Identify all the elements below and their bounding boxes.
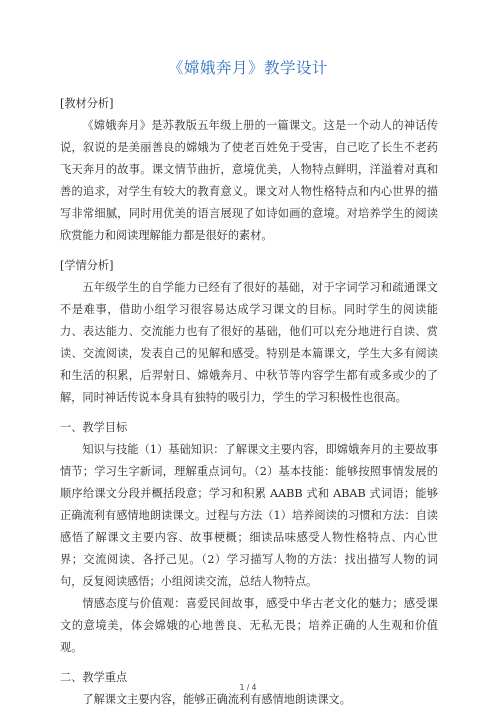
paragraph-emotion-values: 情感态度与价值观：喜爱民间故事，感受中华古老文化的魅力；感受课文的意境美，体会嫦娥的心地善良、无私无畏；培养正确的人生观和价值观。 bbox=[60, 597, 438, 654]
section-heading-student-analysis: [学情分析] bbox=[60, 259, 114, 272]
page-number: 1 / 4 bbox=[239, 683, 257, 692]
section-heading-teaching-focus: 二、教学重点 bbox=[60, 671, 128, 684]
paragraph-textbook-analysis: 《嫦娥奔月》是苏教版五年级上册的一篇课文。这是一个动人的神话传说，叙说的是美丽善良的嫦娥为了使老百姓免于受害，自己吃了长生不老药飞天奔月的故事。课文情节曲折，意境优美，人物特点鲜明，洋溢着对真和善的追求，对学生有较大的教育意义。课文对人物性格特点和内心世界的描写非常细腻，同时用优美的语言展现了如诗如画的意境。对培养学生的阅读欣赏能力和阅读理解能力都是很好的素材。 bbox=[60, 119, 438, 242]
paragraph-teaching-focus: 了解课文主要内容，能够正确流利有感情地朗读课文。 bbox=[82, 693, 351, 706]
document-body bbox=[60, 93, 438, 711]
document-title: 《嫦娥奔月》教学设计 bbox=[167, 59, 328, 77]
section-heading-teaching-goals: 一、教学目标 bbox=[60, 421, 128, 434]
paragraph-knowledge-skills: 知识与技能（1）基础知识：了解课文主要内容，即嫦娥奔月的主要故事情节；学习生字新词，理解重点词句。（2）基本技能：能够按照事情发展的顺序给课文分段并概括段意；学习和积累 AABB 式和 ABAB 式词语；能够正确流利有感情地朗读课文。过程与方法（1）培养阅读的习惯和方法：自读感悟了解课文主要内容、故事梗概；细读品味感受人物性格特点、内心世界；交流阅读、各抒己见。（2）学习描写人物的方法：找出描写人物的词句，反复阅读感悟；小组阅读交流，总结人物特点。 bbox=[60, 443, 438, 588]
section-heading-textbook-analysis: [教材分析] bbox=[60, 97, 114, 110]
paragraph-student-analysis: 五年级学生的自学能力已经有了很好的基础，对于字词学习和疏通课文不是难事，借助小组学习很容易达成学习课文的目标。同时学生的阅读能力、表达能力、交流能力也有了很好的基础，他们可以充分地进行自读、赏读、交流阅读，发表自己的见解和感受。特别是本篇课文，学生大多有阅读和生活的积累，后羿射日、嫦娥奔月、中秋节等内容学生都有或多或少的了解，同时神话传说本身具有独特的吸引力，学生的学习积极性也很高。 bbox=[60, 281, 438, 404]
